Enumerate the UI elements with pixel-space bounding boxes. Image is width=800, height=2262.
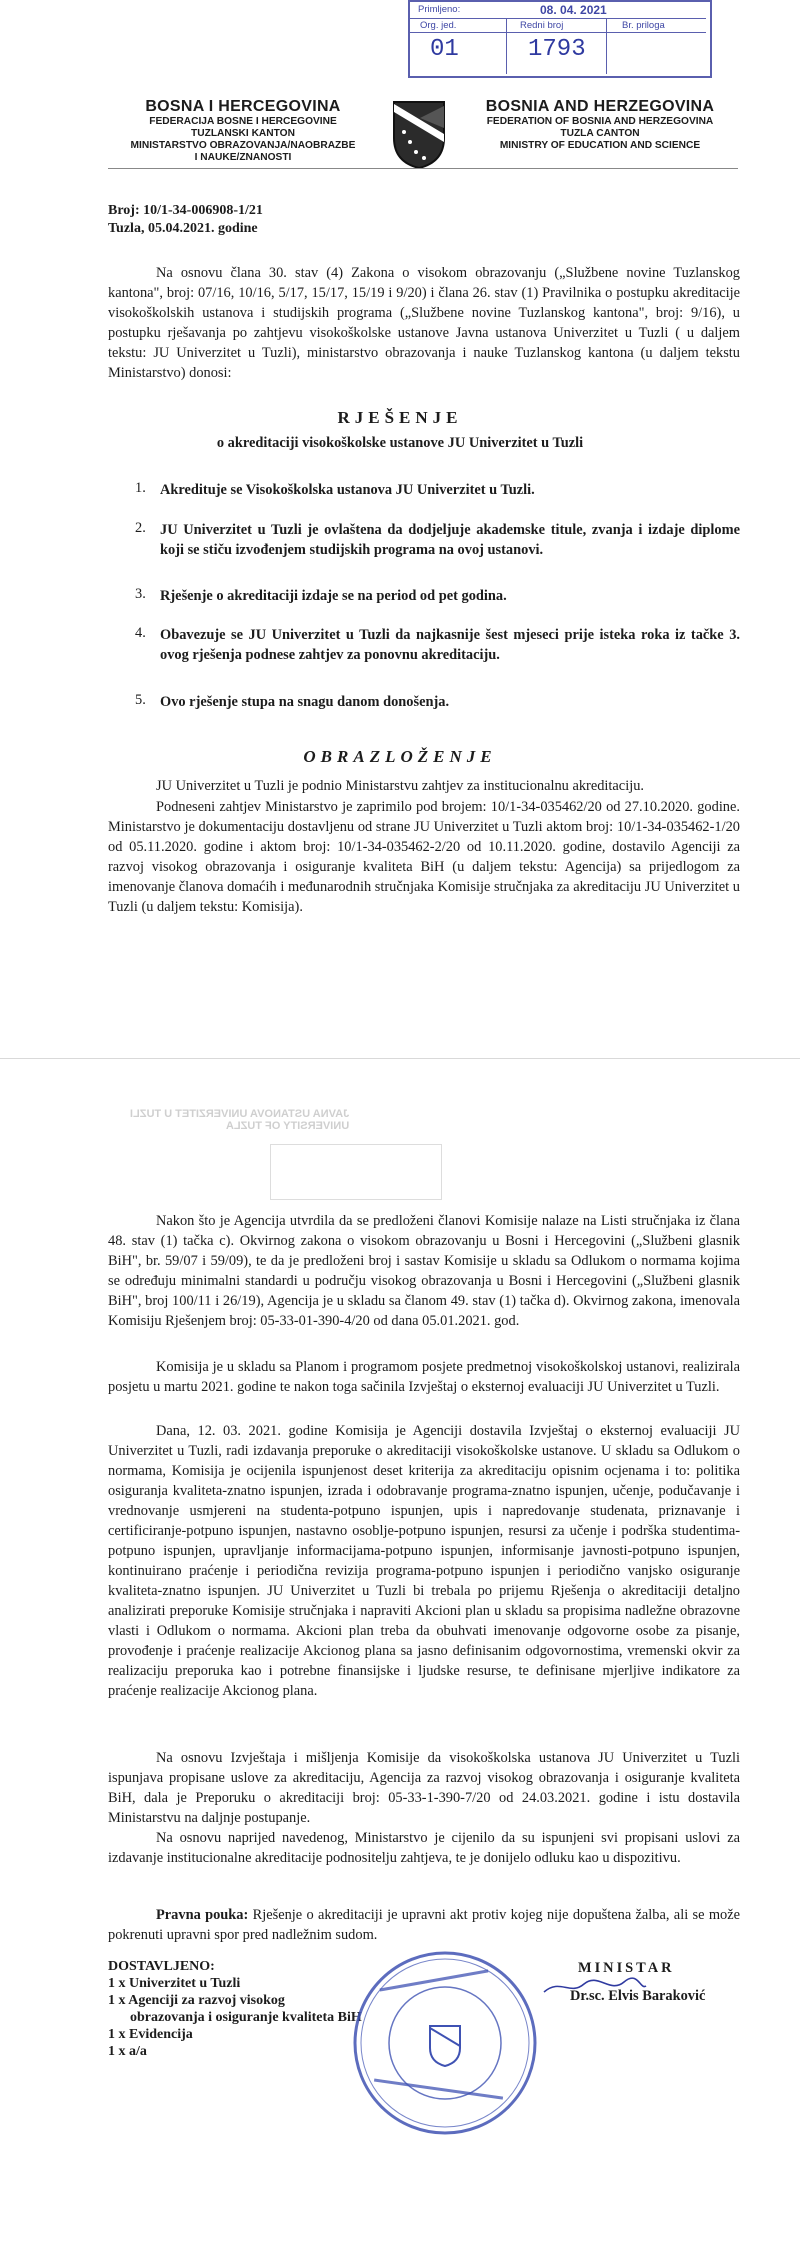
delivered-title: DOSTAVLJENO: [108, 1959, 215, 1974]
bleed-through-box [270, 1144, 442, 1200]
decision-item: Rješenje o akreditaciji izdaje se na period od pet godina. [160, 588, 507, 604]
decision-item: Ovo rješenje stupa na snagu danom donošenja. [160, 694, 450, 710]
decision-title: RJEŠENJE [337, 408, 463, 427]
decision-item-num: 4. [135, 625, 146, 641]
bleed-through-line2: UNIVERSITY OF TUZLA [225, 1120, 350, 1132]
header-left-title: BOSNA I HERCEGOVINA [145, 98, 341, 115]
header-right [460, 98, 740, 152]
header-left-line3: MINISTARSTVO OBRAZOVANJA/NAOBRAZBE [130, 140, 356, 151]
header-right-line3: MINISTRY OF EDUCATION AND SCIENCE [499, 140, 701, 151]
header-left [108, 98, 378, 164]
signature-role: MINISTAR [578, 1960, 675, 1976]
header-divider [108, 168, 738, 169]
receipt-stamp [408, 0, 712, 78]
header-left-line1: FEDERACIJA BOSNE I HERCEGOVINE [149, 116, 337, 127]
intro-paragraph: Na osnovu člana 30. stav (4) Zakona o visokom obrazovanju („Službene novine Tuzlanskog kantona", broj: 07/16, 10/16, 5/17, 15/17, 15/19 i 9/20) i člana 26. stav (1) Pravilnika o postupku akreditacije visokoškolskih ustanova i studijskih programa („Službene novine Tuzlanskog kantona", broj: 9/16), u postupku rješavanja po zahtjevu visokoškolske ustanove Javna ustanova Univerzitet u Tuzli ( u daljem tekstu: JU Univerzitet u Tuzli), ministarstvo obrazovanja i nauke Tuzlanskog kantona (u daljem tekstu Ministarstvo) donosi: [108, 265, 740, 381]
reasoning-paragraph-1: JU Univerzitet u Tuzli je podnio Ministarstvu zahtjev za institucionalnu akreditaciju. [156, 778, 644, 794]
document-page-1 [0, 0, 800, 1058]
receipt-label: Primljeno: [418, 4, 461, 15]
receipt-col-org: Org. jed. [420, 20, 457, 31]
bleed-through-stamp [130, 1108, 349, 1132]
reasoning-paragraph-3: Nakon što je Agencija utvrdila da se predloženi članovi Komisije nalaze na Listi stručnjaka iz člana 48. stav (1) tačka c). Okvirnog zakona o visokom obrazovanju u Bosni i Hercegovini („Službeni glasnik BiH", br. 59/07 i 59/09), te da je predloženi broj i sastav Komisije u skladu sa Odlukom o normama kojima se određuju minimalni standardi u području visokog obrazovanja u Bosni i Hercegovini („Službeni glasnik BiH", broj 100/11 i 26/19), Agencija je u skladu sa članom 49. stav (1) tačka d). Okvirnog zakona, imenovala Komisiju Rješenjem broj: 05-33-01-390-4/20 od dana 05.01.2021. god. [108, 1213, 740, 1329]
delivered-list [108, 1958, 362, 2060]
decision-item-num: 2. [135, 520, 146, 536]
bleed-through-line1: JAVNA USTANOVA UNIVERZITET U TUZLI [130, 1108, 350, 1120]
decision-item: Akredituje se Visokoškolska ustanova JU Univerzitet u Tuzli. [160, 482, 535, 498]
receipt-number: 1793 [528, 36, 586, 63]
decision-item-num: 5. [135, 692, 146, 708]
header-left-line4: I NAUKE/ZNANOSTI [194, 152, 292, 163]
delivered-item: 1 x Evidencija [108, 2027, 193, 2042]
reasoning-paragraph-7: Na osnovu naprijed navedenog, Ministarstvo je cijenilo da su ispunjeni svi propisani uslovi za izdavanje institucionalne akreditacije podnositelju zahtjeva, te je donijelo odluku kao u dispozitivu. [108, 1830, 740, 1866]
receipt-col-number: Redni broj [520, 20, 564, 31]
header-right-line2: TUZLA CANTON [560, 128, 640, 139]
legal-notice-label: Pravna pouka: [156, 1907, 249, 1923]
header-right-title: BOSNIA AND HERZEGOVINA [485, 98, 715, 115]
delivered-item: 1 x a/a [108, 2044, 147, 2059]
document-page-2 [0, 1070, 800, 2262]
reasoning-paragraph-5: Dana, 12. 03. 2021. godine Komisija je Agenciji dostavila Izvještaj o eksternoj evaluaciji JU Univerzitet u Tuzli, radi izdavanja preporuke o akreditaciji visokoškolske ustanove. U skladu sa Odlukom o normama, Komisija je ocijenila ispunjenost deset kriterija za akreditaciju opisnim ocjenama i to: politika osiguranja kvaliteta-znatno ispunjen, izrada i odobravanje programa-znatno ispunjen, učenje, podučavanje i vrednovanje usmjereni na studenta-potpuno ispunjen, upis i napredovanje studenata, priznavanje i certificiranje-potpuno ispunjen, nastavno osoblje-potpuno ispunjen, resursi za učenje i podrška studentima-potpuno ispunjen, upravljanje informacijama-potpuno ispunjen, informisanje javnosti-potpuno ispunjen, kontinuirano praćenje i periodična revizija programa-potpuno ispunjen i periodično vanjsko osiguranje kvaliteta-znatno ispunjen. JU Univerzitet u Tuzli bi trebala po prijemu Rješenja o akreditaciji detaljno analizirati preporuke Komisije stručnjaka i napraviti Akcioni plan u skladu sa propisima nadležne obrazovne vlasti i Odlukom o normama. Akcioni plan treba da obuhvati imenovanje odgovorne osobe za pisanje, provođenje i praćenje realizacije Akcionog plana sa jasno definisanim odgovornostima, vremenski okvir za realizaciju preporuka kao i potrebne finansijske i ljudske resurse, te definisane mjerljive indikatore za praćenje realizacije Akcionog plana. [108, 1423, 740, 1699]
header-right-line1: FEDERATION OF BOSNIA AND HERZEGOVINA [486, 116, 714, 127]
receipt-col-attachments: Br. priloga [622, 20, 665, 31]
legal-notice-text: Rješenje o akreditaciji je upravni akt protiv kojeg nije dopuštena žalba, ali se može pokrenuti upravni spor pred nadležnim sudom. [108, 1907, 740, 1943]
signature-name: Dr.sc. Elvis Baraković [570, 1988, 706, 2004]
header-left-line2: TUZLANSKI KANTON [191, 128, 295, 139]
decision-subtitle: o akreditaciji visokoškolske ustanove JU Univerzitet u Tuzli [216, 435, 584, 451]
coat-of-arms-icon [390, 98, 448, 170]
decision-item: Obavezuje se JU Univerzitet u Tuzli da najkasnije šest mjeseci prije isteka roka iz tačke 3. ovog rješenja podnese zahtjev za ponovnu akreditaciju. [160, 627, 740, 663]
doc-number: Broj: 10/1-34-006908-1/21 [108, 203, 263, 218]
decision-item-num: 1. [135, 480, 146, 496]
delivered-item: obrazovanja i osiguranje kvaliteta BiH [130, 2010, 362, 2025]
receipt-date: 08. 04. 2021 [540, 3, 607, 17]
receipt-org-unit: 01 [430, 36, 459, 63]
reasoning-paragraph-2: Podneseni zahtjev Ministarstvo je zaprimilo pod brojem: 10/1-34-035462/20 od 27.10.2020. godine. Ministarstvo je dokumentaciju dostavljenu od strane JU Univerzitet u Tuzli aktom broj: 10/1-34-035462-1/20 od 05.11.2020. godine i aktom broj: 10/1-34-035462-2/20 od 10.11.2020. godine, dostavilo Agenciji za razvoj visokog obrazovanja i osiguranje kvaliteta BiH (u daljem tekstu: Agencija) sa prijedlogom za imenovanje članova domaćih i međunarodnih stručnjaka Komisije stručnjaka za akreditaciju JU Univerzitet u Tuzli (u daljem tekstu: Komisija). [108, 799, 740, 915]
delivered-item: 1 x Univerzitet u Tuzli [108, 1976, 241, 1991]
legal-notice [108, 1905, 740, 1945]
doc-place-date: Tuzla, 05.04.2021. godine [108, 221, 258, 236]
reasoning-title: OBRAZLOŽENJE [303, 747, 497, 766]
official-round-stamp-icon [350, 1948, 540, 2138]
decision-item-num: 3. [135, 586, 146, 602]
delivered-item: 1 x Agenciji za razvoj visokog [108, 1993, 285, 2008]
decision-item: JU Univerzitet u Tuzli je ovlaštena da dodjeljuje akademske titule, zvanja i izdaje diplome koji se stiču izvođenjem studijskih programa na ovoj ustanovi. [160, 522, 740, 558]
reasoning-paragraph-4: Komisija je u skladu sa Planom i programom posjete predmetnoj visokoškolskoj ustanovi, realizirala posjetu u martu 2021. godine te nakon toga sačinila Izvještaj o eksternoj evaluaciji JU Univerzitet u Tuzli. [108, 1359, 740, 1395]
reasoning-paragraph-6: Na osnovu Izvještaja i mišljenja Komisije da visokoškolska ustanova JU Univerzitet u Tuzli ispunjava propisane uslove za akreditaciju, Agencija za razvoj visokog obrazovanja i osiguranje kvaliteta BiH, dala je Preporuku o akreditaciji broj: 05-33-1-390-7/20 od 24.03.2021. godine i istu dostavila Ministarstvu na daljnje postupanje. [108, 1750, 740, 1826]
